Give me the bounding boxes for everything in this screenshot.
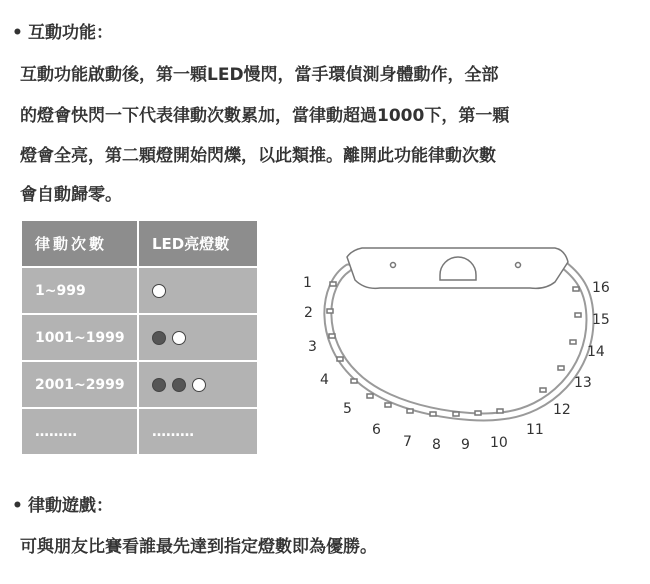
led-number-16: 16 — [592, 280, 610, 296]
section-rhythm-game-heading — [12, 491, 113, 516]
led-number-12: 12 — [553, 402, 571, 418]
led-cell — [138, 361, 258, 408]
led-number-14: 14 — [587, 344, 605, 360]
wristband-diagram — [290, 238, 630, 458]
count-cell: 2001~2999 — [21, 361, 138, 408]
led-number-9: 9 — [461, 437, 470, 453]
led-cell-more: ……… — [138, 408, 258, 455]
led-number-1: 1 — [303, 275, 312, 291]
section-interactive-heading — [12, 18, 113, 43]
heading-text: 互動功能： — [28, 23, 113, 43]
count-cell: 1001~1999 — [21, 314, 138, 361]
led-number-3: 3 — [308, 339, 317, 355]
table-row — [21, 361, 258, 408]
led-cell — [138, 267, 258, 314]
led-number-13: 13 — [574, 375, 592, 391]
led-off-icon — [172, 331, 186, 345]
bullet: • — [12, 496, 23, 516]
paragraph-line-2: 的燈會快閃一下代表律動次數累加，當律動超過1000下，第一顆 — [20, 106, 510, 126]
led-on-icon — [152, 331, 166, 345]
paragraph-line-4: 會自動歸零。 — [20, 185, 122, 205]
paragraph-rhythm-game: 可與朋友比賽看誰最先達到指定燈數即為優勝。 — [20, 537, 377, 557]
led-number-6: 6 — [372, 422, 381, 438]
header-led: LED亮燈數 — [138, 220, 258, 267]
led-number-15: 15 — [592, 312, 610, 328]
table-header-row — [21, 220, 258, 267]
led-number-7: 7 — [403, 434, 412, 450]
led-number-10: 10 — [490, 435, 508, 451]
paragraph-line-1: 互動功能啟動後，第一顆LED慢閃，當手環偵測身體動作，全部 — [20, 65, 499, 85]
led-number-2: 2 — [304, 305, 313, 321]
led-number-8: 8 — [432, 437, 441, 453]
table-row — [21, 408, 258, 455]
count-cell: 1~999 — [21, 267, 138, 314]
header-count: 律動次數 — [21, 220, 138, 267]
led-count-table — [20, 219, 259, 456]
led-number-4: 4 — [320, 372, 329, 388]
count-cell-more: ……… — [21, 408, 138, 455]
table-row — [21, 267, 258, 314]
led-number-11: 11 — [526, 422, 544, 438]
led-cell — [138, 314, 258, 361]
led-on-icon — [172, 378, 186, 392]
led-number-5: 5 — [343, 401, 352, 417]
led-markers — [327, 282, 581, 416]
led-off-icon — [152, 284, 166, 298]
table-row — [21, 314, 258, 361]
bullet: • — [12, 23, 23, 43]
led-off-icon — [192, 378, 206, 392]
heading-text: 律動遊戲： — [28, 496, 113, 516]
paragraph-line-3: 燈會全亮，第二顆燈開始閃爍，以此類推。離開此功能律動次數 — [20, 146, 496, 166]
led-on-icon — [152, 378, 166, 392]
